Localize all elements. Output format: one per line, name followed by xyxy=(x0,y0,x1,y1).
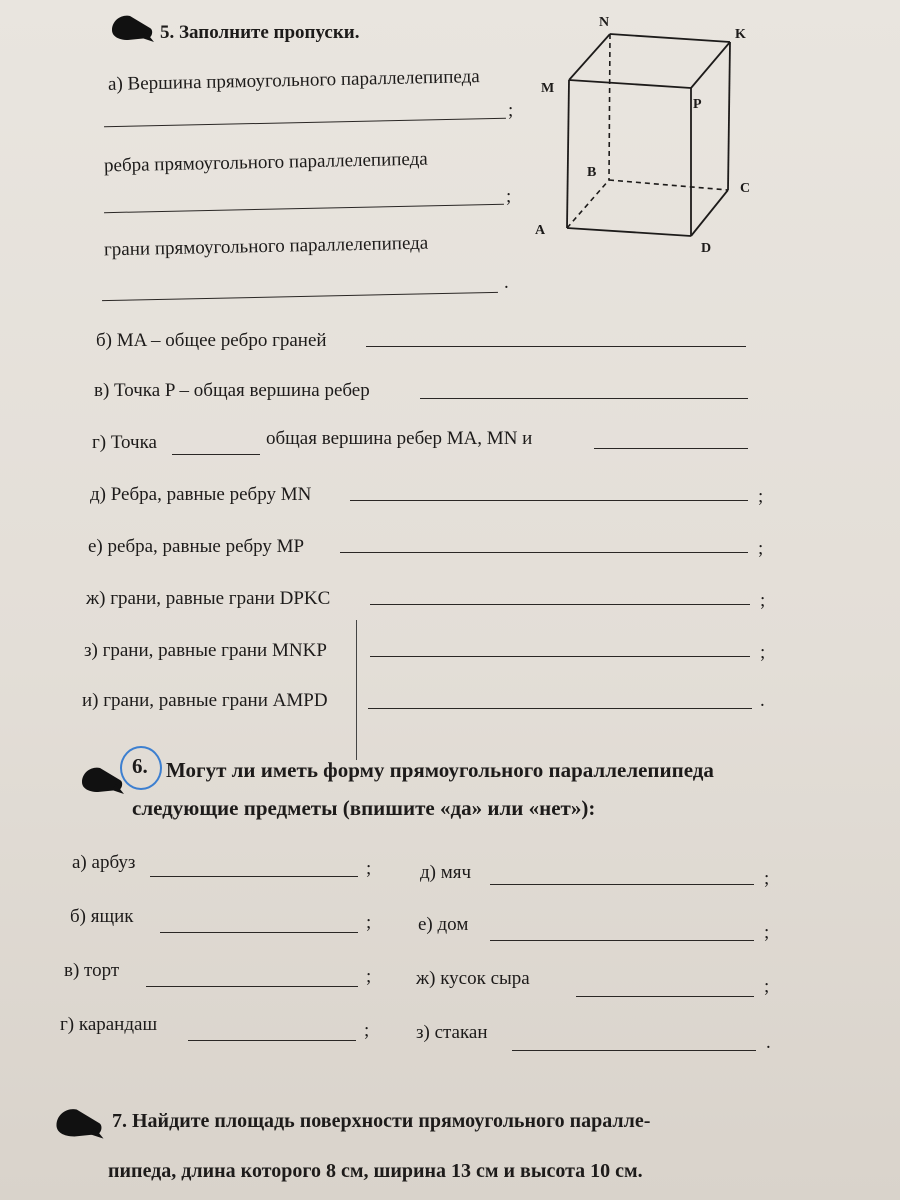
task6-item-b-blank[interactable] xyxy=(160,932,358,933)
task6-item-d-end: ; xyxy=(764,868,770,889)
task5-e-blank[interactable] xyxy=(340,552,748,553)
vertex-label-D: D xyxy=(701,241,712,256)
task6-item-d-blank[interactable] xyxy=(490,884,754,885)
task6-item-d-label: д) мяч xyxy=(420,862,472,883)
edge-MN xyxy=(569,34,610,80)
vertex-label-B: B xyxy=(587,165,597,180)
task6-item-a-label: а) арбуз xyxy=(72,852,136,873)
task6-item-zh-label: ж) кусок сыра xyxy=(416,968,530,989)
vertex-label-M: M xyxy=(541,81,555,96)
task5-a-line3: грани прямоугольного параллелепипеда xyxy=(103,232,429,261)
task5-a-blank2[interactable] xyxy=(104,204,504,213)
task6-item-g-end: ; xyxy=(364,1020,370,1041)
task5-e-end: ; xyxy=(758,538,764,559)
task5-e-text: е) ребра, равные ребру MP xyxy=(88,536,305,557)
task5-d-text: д) Ребра, равные ребру MN xyxy=(90,484,312,505)
task5-a-blank1[interactable] xyxy=(104,118,506,127)
task5-i-blank[interactable] xyxy=(368,708,752,709)
task5-a-end1: ; xyxy=(508,100,514,121)
edge-KC xyxy=(728,42,730,190)
task6-item-e-end: ; xyxy=(764,922,770,943)
task7-line2: пипеда, длина которого 8 см, ширина 13 см и высота 10 см. xyxy=(108,1160,643,1182)
task6-item-zh-blank[interactable] xyxy=(576,996,754,997)
task5-zh-blank[interactable] xyxy=(370,604,750,605)
task5-z-blank[interactable] xyxy=(370,656,750,657)
task5-a-line1: а) Вершина прямоугольного параллелепипеда xyxy=(107,66,480,95)
pencil-icon xyxy=(52,1100,108,1146)
pencil-icon xyxy=(108,8,156,46)
task6-number: 6. xyxy=(132,754,148,778)
task5-g-text2: общая вершина ребер MA, MN и xyxy=(266,428,533,449)
task6-item-v-label: в) торт xyxy=(64,960,120,981)
task5-g-blank1[interactable] xyxy=(172,454,260,455)
task5-zh-end: ; xyxy=(760,590,766,611)
task6-item-b-end: ; xyxy=(366,912,372,933)
edge-PK xyxy=(691,42,730,88)
task6-item-b-label: б) ящик xyxy=(70,906,134,927)
task6-item-z-label: з) стакан xyxy=(416,1022,488,1043)
task6-item-a-blank[interactable] xyxy=(150,876,358,877)
task5-z-end: ; xyxy=(760,642,766,663)
task5-title: 5. Заполните пропуски. xyxy=(160,22,360,43)
task5-v-blank[interactable] xyxy=(420,398,748,399)
task5-a-end2: ; xyxy=(506,186,512,207)
task5-a-blank3[interactable] xyxy=(102,292,498,301)
task5-z-text: з) грани, равные грани MNKP xyxy=(84,640,327,661)
task6-item-g-label: г) карандаш xyxy=(60,1014,158,1035)
task6-item-z-blank[interactable] xyxy=(512,1050,756,1051)
vertex-label-P: P xyxy=(693,97,702,112)
stray-pen-mark xyxy=(356,620,357,760)
task5-v-text: в) Точка P – общая вершина ребер xyxy=(94,380,370,401)
task6-item-g-blank[interactable] xyxy=(188,1040,356,1041)
task6-item-e-label: е) дом xyxy=(418,914,469,935)
task5-zh-text: ж) грани, равные грани DPKC xyxy=(86,588,331,609)
vertex-label-N: N xyxy=(599,15,610,30)
edge-NB xyxy=(609,34,610,180)
task6-item-a-end: ; xyxy=(366,858,372,879)
task6-title2: следующие предметы (впишите «да» или «нет»): xyxy=(132,796,596,820)
edge-MA xyxy=(567,80,569,228)
task6-item-v-end: ; xyxy=(366,966,372,987)
task5-i-end: . xyxy=(760,690,765,711)
edge-AB xyxy=(567,180,609,228)
vertex-label-A: A xyxy=(535,223,546,238)
task5-g-blank2[interactable] xyxy=(594,448,748,449)
task6-item-v-blank[interactable] xyxy=(146,986,358,987)
task6-item-zh-end: ; xyxy=(764,976,770,997)
task7-line1: 7. Найдите площадь поверхности прямоугольного паралле- xyxy=(112,1110,651,1132)
task6-item-z-end: . xyxy=(766,1032,771,1053)
vertex-label-K: K xyxy=(735,27,746,42)
task6-item-e-blank[interactable] xyxy=(490,940,754,941)
task5-g-text1: г) Точка xyxy=(92,432,157,453)
vertex-label-C: C xyxy=(740,181,751,196)
task5-b-text: б) MA – общее ребро граней xyxy=(96,330,327,351)
task5-a-end3: . xyxy=(504,272,509,293)
edge-BC xyxy=(609,180,728,190)
task6-title1: Могут ли иметь форму прямоугольного параллелепипеда xyxy=(166,758,714,782)
task5-i-text: и) грани, равные грани AMPD xyxy=(82,690,328,711)
task5-d-blank[interactable] xyxy=(350,500,748,501)
edge-DC xyxy=(691,190,728,236)
edge-AD xyxy=(567,228,691,236)
parallelepiped-figure xyxy=(525,10,775,260)
task5-a-line2: ребра прямоугольного параллелепипеда xyxy=(103,148,428,177)
task5-d-end: ; xyxy=(758,486,764,507)
edge-MP xyxy=(569,80,691,88)
edge-NK xyxy=(610,34,730,42)
task5-b-blank[interactable] xyxy=(366,346,746,347)
